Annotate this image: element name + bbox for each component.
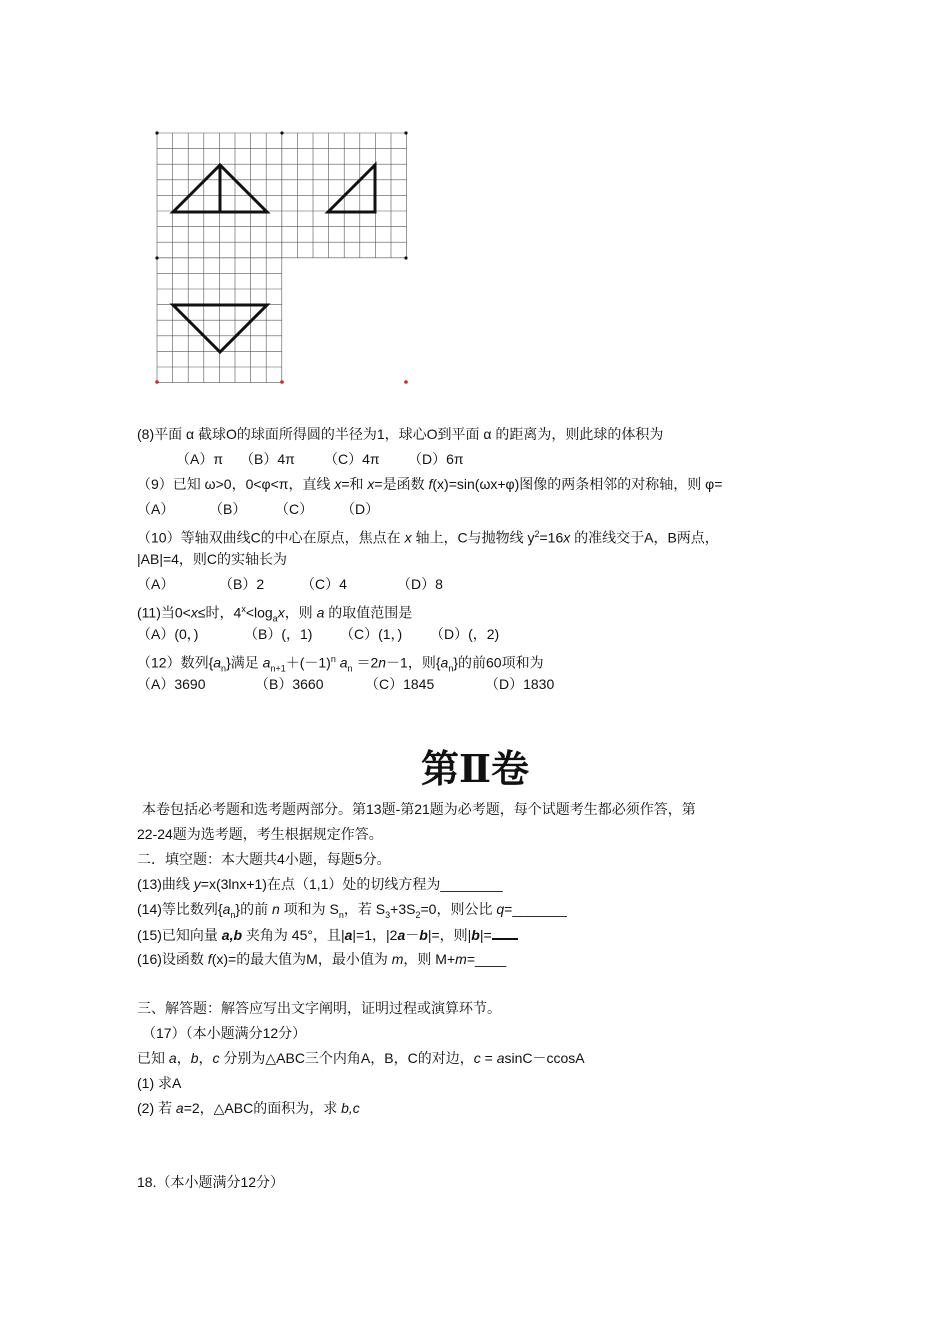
option-c: （C）4	[301, 576, 347, 592]
question-8-options	[176, 449, 464, 469]
option-a: （A）	[137, 576, 175, 592]
option-c: （C）(1，)	[340, 626, 403, 642]
option-d: （D）(，2)	[430, 626, 500, 642]
question-17-title: （17）（本小题满分12分）	[142, 1025, 307, 1041]
question-17: 已知 a，b，c 分别为△ABC三个内角A，B，C的对边，c = asinC－ccosA	[137, 1050, 585, 1066]
option-d: （D）1830	[485, 676, 555, 692]
option-a: （A）3690	[137, 676, 206, 692]
option-c: （C）4π	[324, 451, 380, 467]
question-12: （12）数列$\{a_n\}$满足 $a_{n+1}+(-1)^n$ $a_n =2n-1$，则$\{a_n\}$的前60项和为	[137, 654, 544, 674]
question-14: (14)等比数列$\{a_n\}$的前 n 项和为 $S_n$，若 $S_3+3S_2=0$，则公比 q=_______	[137, 901, 567, 920]
option-c: （C）	[275, 501, 314, 517]
part-2-intro-line-2: 22-24题为选考题，考生根据规定作答。	[137, 826, 383, 842]
option-a: （A）π	[176, 451, 223, 467]
option-a: （A）(0，)	[137, 626, 199, 642]
question-11-options	[137, 624, 499, 644]
option-b: （B）4π	[240, 451, 295, 467]
answer-blank	[492, 924, 518, 940]
option-d: （D）	[341, 501, 380, 517]
option-b: （B）3660	[255, 676, 324, 692]
question-8: (8)平面 α 截球O的球面所得圆的半径为1，球心O到平面 α 的距离为，则此球的体积为	[137, 426, 664, 442]
front-view-triangle	[173, 165, 267, 212]
side-view-triangle	[328, 165, 375, 212]
question-9-options	[137, 499, 379, 519]
question-10-options	[137, 574, 443, 594]
part-2-intro-line-1: 本卷包括必考题和选考题两部分。第13题-第21题为必考题，每个试题考生都必须作答，第	[142, 801, 696, 817]
question-15: (15)已知向量 a,b 夹角为 45°，且|a|=1，|2a－b|=，则|b|=	[137, 924, 518, 945]
option-b: （B）2	[219, 576, 265, 592]
option-c: （C）1845	[365, 676, 435, 692]
option-b: （B）(，1)	[244, 626, 313, 642]
question-17-part-1: (1) 求A	[137, 1075, 182, 1091]
question-17-part-2: (2) 若 a=2，△ABC的面积为，求 b,c	[137, 1100, 360, 1116]
three-view-grid-figure	[150, 126, 412, 388]
question-10: （10）等轴双曲线C的中心在原点，焦点在 x 轴上，C与抛物线 $y^2=16x$ 的准线交于A，B两点，	[137, 529, 719, 546]
fill-in-heading: 二．填空题：本大题共4小题，每题5分。	[137, 851, 391, 867]
question-13: (13)曲线 y=x(3lnx+1)在点（1,1）处的切线方程为________	[137, 876, 503, 892]
option-d: （D）6π	[408, 451, 464, 467]
solve-heading: 三、解答题：解答应写出文字阐明，证明过程或演算环节。	[137, 1000, 501, 1016]
question-10-line-2: |AB|=4，则C的实轴长为	[137, 551, 288, 567]
option-a: （A）	[137, 501, 175, 517]
option-d: （D）8	[397, 576, 443, 592]
question-18-title: 18.（本小题满分12分）	[137, 1174, 285, 1190]
question-16: (16)设函数 f(x)=的最大值为M，最小值为 m，则 M+m=____	[137, 951, 507, 967]
option-b: （B）	[209, 501, 247, 517]
question-12-options	[137, 674, 554, 694]
top-view-triangle	[173, 305, 267, 352]
question-11: (11)当0<x≤时，$4^x<\log_ax$，则 a 的取值范围是	[137, 604, 413, 624]
question-9: （9）已知 ω>0，0<φ<π，直线 x=和 x=是函数 f(x)=sin(ωx+φ)图像的两条相邻的对称轴，则 φ=	[137, 476, 723, 492]
part-2-title: 第Ⅱ卷	[420, 746, 530, 791]
